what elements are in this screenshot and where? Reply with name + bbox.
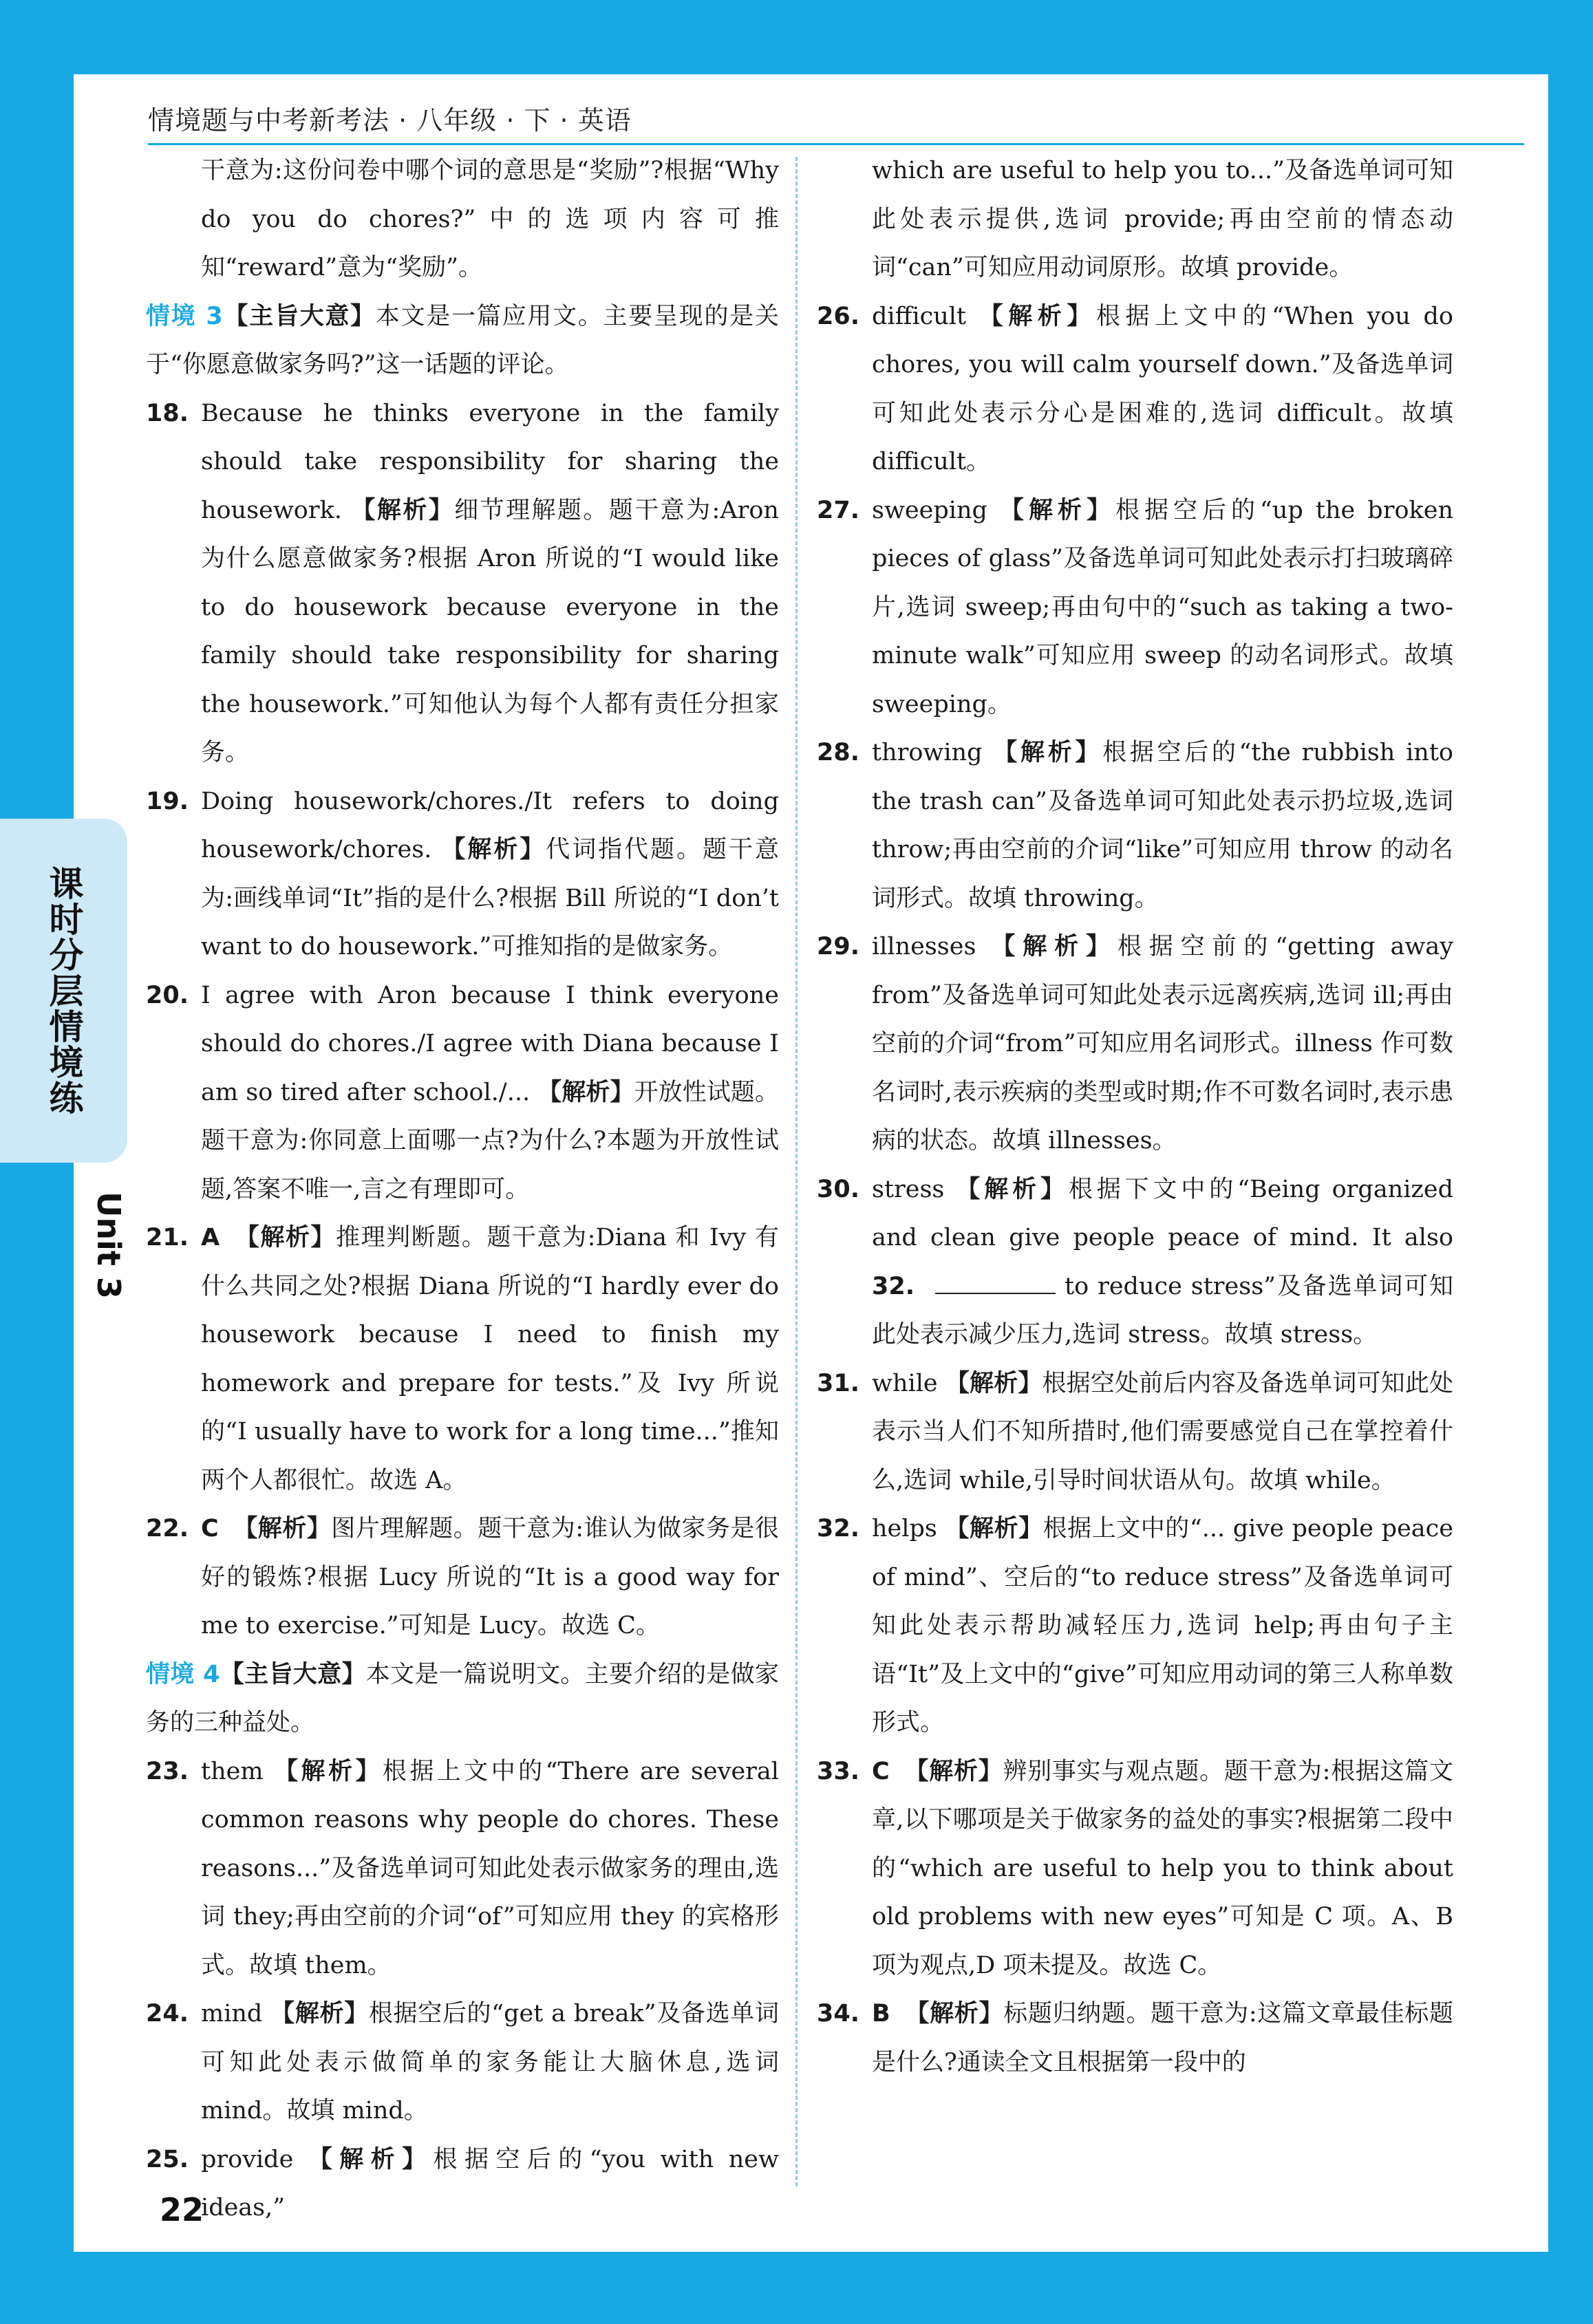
analysis-tag: 【解析】 (1000, 496, 1115, 524)
situation-label: 情境 4 (146, 1660, 220, 1688)
situation-label: 情境 3 (146, 302, 223, 330)
analysis-tag: 【解析】 (904, 1757, 1003, 1785)
question-number: 22. (146, 1515, 189, 1542)
question-number: 20. (146, 981, 189, 1009)
situation-text: 本文是一篇说明文。主要介绍的是做家务的三种益处。 (146, 1660, 779, 1736)
analysis-text: 根据空后的“get a break”及备选单词可知此处表示做简单的家务能让大脑休息,选词 mind。故填 mind。 (201, 2000, 779, 2124)
question-number: 18. (146, 399, 189, 427)
analysis-tag: 【解析】 (979, 302, 1096, 330)
analysis-tag: 【解析】 (905, 2000, 1004, 2027)
question-number: 19. (146, 787, 189, 815)
analysis-text: 图片理解题。题干意为:谁认为做家务是很好的锻炼?根据 Lucy 所说的“It is a good way for me to exercise.”可知是 Lucy。故选 C。 (201, 1515, 779, 1639)
analysis-text: 标题归纳题。题干意为:这篇文章最佳标题是什么?通读全文且根据第一段中的 (872, 2000, 1453, 2076)
analysis-tag: 【解析】 (537, 1078, 634, 1106)
answer-text: while (872, 1369, 938, 1397)
analysis-text: 根据上文中的“There are several common reasons why people do chores. These reasons...”及备选单词可知此处表示做家务的理由,选词 they;再由空前的介词“of”可知应用 they 的宾格形式。故填 them。 (201, 1757, 779, 1979)
answer-text: illnesses (872, 933, 976, 960)
answer-18 (146, 389, 779, 777)
answer-23 (146, 1747, 779, 1990)
analysis-tag: 【解析】 (945, 1369, 1043, 1397)
analysis-text: 根据空前的“getting away from”及备选单词可知此处表示远离疾病,选词 ill;再由空前的介词“from”可知应用名词形式。illness 作可数名词时,表示疾病的类型或时期;作不可数名词时,表示患病的状态。故填 illnesses。 (872, 933, 1453, 1154)
answer-19 (146, 777, 779, 971)
answer-text: C (872, 1757, 890, 1785)
analysis-tag: 【解析】 (993, 739, 1103, 766)
question-number: 25. (146, 2145, 189, 2173)
answer-32 (817, 1505, 1453, 1747)
answer-22 (146, 1505, 779, 1650)
inline-question-number: 32. (872, 1272, 915, 1300)
question-number: 29. (817, 933, 860, 960)
left-column (146, 147, 779, 2232)
question-number: 33. (817, 1757, 860, 1785)
situation-tag: 【主旨大意】 (220, 1660, 366, 1688)
question-number: 34. (817, 2000, 860, 2027)
analysis-tag: 【解析】 (274, 1757, 383, 1785)
analysis-text: 根据空后的“up the broken pieces of glass”及备选单词可知此处表示打扫玻璃碎片,选词 sweep;再由句中的“such as taking a two-minute walk”可知应用 sweep 的动名词形式。故填 sweeping。 (872, 496, 1453, 718)
answer-text: provide (201, 2145, 294, 2173)
answer-text: throwing (872, 739, 983, 766)
answer-text: A (201, 1224, 220, 1251)
situation-4 (146, 1650, 779, 1747)
analysis-tag: 【解析】 (308, 2145, 434, 2173)
answer-text: difficult (872, 302, 967, 330)
answer-31 (817, 1359, 1453, 1505)
answer-30 (817, 1165, 1453, 1359)
answer-text: I agree with Aron because I think everyone should do chores./I agree with Diana because I am so tired after school./... (201, 981, 779, 1106)
analysis-text: 根据上文中的“When you do chores, you will calm yourself down.”及备选单词可知此处表示分心是困难的,选词 difficult。故填 difficult。 (872, 302, 1453, 475)
analysis-tag: 【解析】 (945, 1515, 1043, 1542)
situation-3 (146, 292, 779, 389)
analysis-text: 根据空后的“you with new ideas,” (201, 2145, 779, 2221)
top-color-bar (0, 0, 1593, 74)
analysis-text-continued: to reduce stress”及备选单词可知此处表示减少压力,选词 stress。故填 stress。 (872, 1272, 1453, 1348)
answer-text: B (872, 2000, 890, 2027)
answer-29 (817, 923, 1453, 1165)
question-number: 23. (146, 1757, 189, 1785)
page-header: 情境题与中考新考法 · 八年级 · 下 · 英语 (148, 105, 632, 136)
page-content (74, 74, 1548, 2252)
analysis-tag: 【解析】 (270, 2000, 369, 2027)
answer-27 (817, 486, 1453, 729)
column-divider (795, 157, 798, 2186)
answer-25 (146, 2135, 779, 2232)
page-number: 22 (160, 2191, 204, 2228)
answer-text: stress (872, 1175, 945, 1203)
answer-text: sweeping (872, 496, 987, 524)
analysis-tag: 【解析】 (991, 933, 1118, 960)
analysis-tag: 【解析】 (441, 836, 546, 863)
situation-tag: 【主旨大意】 (222, 302, 376, 330)
analysis-tag: 【解析】 (956, 1175, 1069, 1203)
analysis-text: 根据空后的“the rubbish into the trash can”及备选单词可知此处表示扔垃圾,选词 throw;再由空前的介词“like”可知应用 throw 的动名词形式。故填 throwing。 (872, 739, 1453, 912)
answer-text: helps (872, 1515, 937, 1542)
answer-34 (817, 1990, 1453, 2087)
right-column (817, 147, 1453, 2087)
answer-text: Doing housework/chores./It refers to doing housework/chores. (201, 787, 779, 863)
question-number: 28. (817, 739, 860, 766)
analysis-text: 开放性试题。题干意为:你同意上面哪一点?为什么?本题为开放性试题,答案不唯一,言之有理即可。 (201, 1078, 779, 1203)
answer-20 (146, 971, 779, 1214)
answer-21 (146, 1214, 779, 1505)
side-tab (0, 819, 127, 1851)
answer-text: Because he thinks everyone in the family should take responsibility for sharing the housework. (201, 399, 779, 524)
right-color-strip (1548, 74, 1593, 2252)
answer-blank (935, 1272, 1056, 1294)
answer-28 (817, 729, 1453, 923)
side-tab-label: 课时分层情境练 (43, 865, 84, 1116)
continued-text: which are useful to help you to...”及备选单词可知此处表示提供,选词 provide;再由空前的情态动词“can”可知应用动词原形。故填 provide。 (872, 157, 1453, 281)
answer-text: mind (201, 2000, 263, 2027)
question-number: 21. (146, 1224, 189, 1251)
continued-text: 干意为:这份问卷中哪个词的意思是“奖励”?根据“Why do you do chores?”中的选项内容可推知“reward”意为“奖励”。 (201, 157, 779, 281)
answer-text: C (201, 1515, 219, 1542)
analysis-text: 根据下文中的“Being organized and clean give people peace of mind. It also (872, 1175, 1453, 1251)
bottom-color-bar (0, 2252, 1593, 2324)
analysis-text: 细节理解题。题干意为:Aron 为什么愿意做家务?根据 Aron 所说的“I would like to do housework because everyone in the family should take responsibility for sharing the housework.”可知他认为每个人都有责任分担家务。 (201, 496, 779, 766)
analysis-tag: 【解析】 (233, 1515, 332, 1542)
question-number: 31. (817, 1369, 860, 1397)
analysis-text: 根据上文中的“... give people peace of mind”、空后的“to reduce stress”及备选单词可知此处表示帮助减轻压力,选词 help;再由句子主语“It”及上文中的“give”可知应用动词的第三人称单数形式。 (872, 1515, 1453, 1736)
analysis-text: 辨别事实与观点题。题干意为:根据这篇文章,以下哪项是关于做家务的益处的事实?根据第二段中的“which are useful to help you to think about old problems with new eyes”可知是 C 项。A、B 项为观点,D 项未提及。故选 C。 (872, 1757, 1453, 1979)
question-number: 30. (817, 1175, 860, 1203)
answer-text: them (201, 1757, 264, 1785)
header-rule (148, 143, 1524, 145)
analysis-text: 推理判断题。题干意为:Diana 和 Ivy 有什么共同之处?根据 Diana 所说的“I hardly ever do housework because I need to finish my homework and prepare for tests.”及 Ivy 所说的“I usually have to work for a long time...”推知两个人都很忙。故选 A。 (201, 1224, 779, 1494)
question-number: 32. (817, 1515, 860, 1542)
analysis-text: 根据空处前后内容及备选单词可知此处表示当人们不知所措时,他们需要感觉自己在掌控着什么,选词 while,引导时间状语从句。故填 while。 (872, 1369, 1453, 1494)
question-number: 24. (146, 2000, 189, 2027)
question-number: 27. (817, 496, 860, 524)
analysis-tag: 【解析】 (351, 496, 455, 524)
answer-33 (817, 1747, 1453, 1990)
question-number: 26. (817, 302, 860, 330)
analysis-text: 代词指代题。题干意为:画线单词“It”指的是什么?根据 Bill 所说的“I don’t want to do housework.”可推知指的是做家务。 (201, 836, 779, 960)
unit-label: Unit 3 (90, 1192, 127, 1299)
answer-24 (146, 1990, 779, 2135)
answer-26 (817, 292, 1453, 486)
analysis-tag: 【解析】 (235, 1224, 336, 1251)
situation-text: 本文是一篇应用文。主要呈现的是关于“你愿意做家务吗?”这一话题的评论。 (146, 302, 779, 378)
